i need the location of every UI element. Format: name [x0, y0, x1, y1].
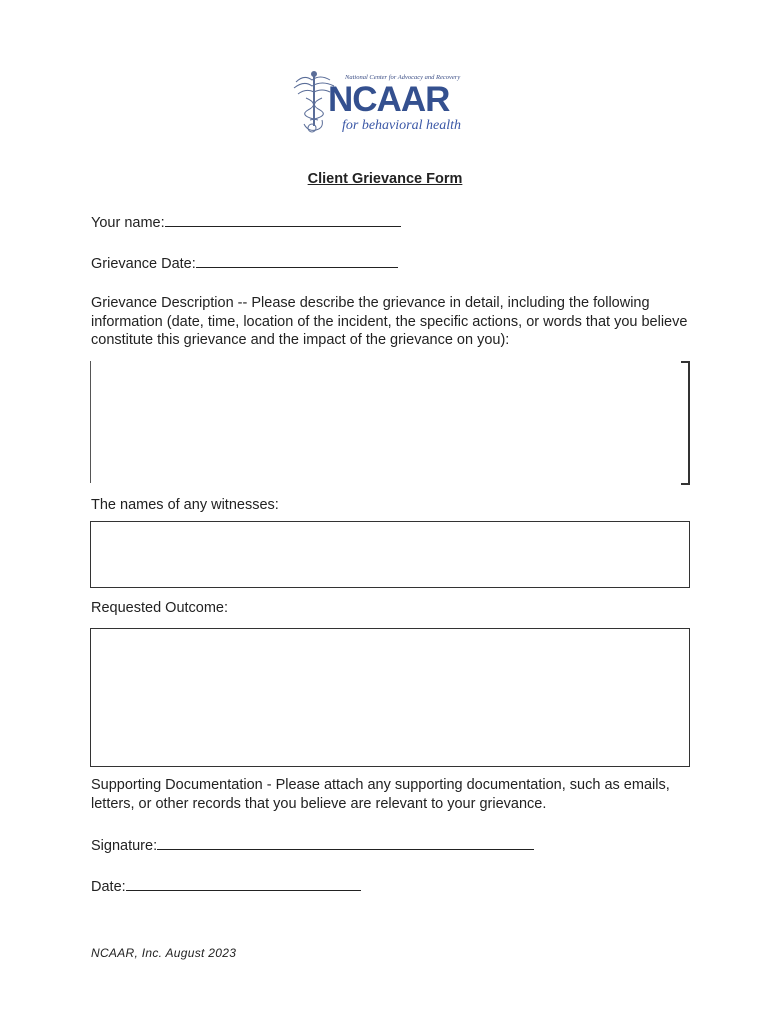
description-box-left-border — [90, 361, 91, 483]
logo-tagline: National Center for Advocacy and Recovery — [345, 74, 461, 81]
signature-field[interactable] — [157, 835, 534, 850]
footer-note: NCAAR, Inc. August 2023 — [91, 946, 237, 960]
supporting-documentation-label: Supporting Documentation - Please attach any supporting documentation, such as emails, letters, or other records that you believe are relevant to your grievance. — [91, 777, 670, 812]
your-name-label: Your name: — [91, 215, 165, 231]
date-label: Date: — [91, 879, 126, 895]
grievance-description-field[interactable] — [90, 361, 690, 483]
grievance-date-label: Grievance Date: — [91, 256, 196, 272]
signature-row — [91, 835, 534, 854]
grievance-description-label: Grievance Description -- Please describe the grievance in detail, including the following information (date, time, location of the incident, the specific actions, or words that you believe constitute this grievance and the impact of the grievance on you): — [91, 295, 688, 348]
description-box-right-bracket — [681, 361, 690, 485]
witnesses-field[interactable] — [90, 521, 690, 588]
logo-subtitle: for behavioral health — [342, 118, 461, 133]
requested-outcome-label: Requested Outcome: — [91, 600, 229, 616]
witnesses-label: The names of any witnesses: — [91, 497, 279, 513]
ncaar-logo — [290, 68, 480, 140]
your-name-field[interactable] — [165, 212, 401, 227]
logo-name: NCAAR — [328, 80, 450, 119]
grievance-date-field[interactable] — [196, 253, 398, 268]
date-row — [91, 876, 361, 895]
requested-outcome-field[interactable] — [90, 628, 690, 767]
signature-label: Signature: — [91, 838, 158, 854]
grievance-date-row — [91, 253, 398, 272]
form-title: Client Grievance Form — [307, 171, 463, 187]
date-field[interactable] — [126, 876, 361, 891]
your-name-row — [91, 212, 401, 231]
